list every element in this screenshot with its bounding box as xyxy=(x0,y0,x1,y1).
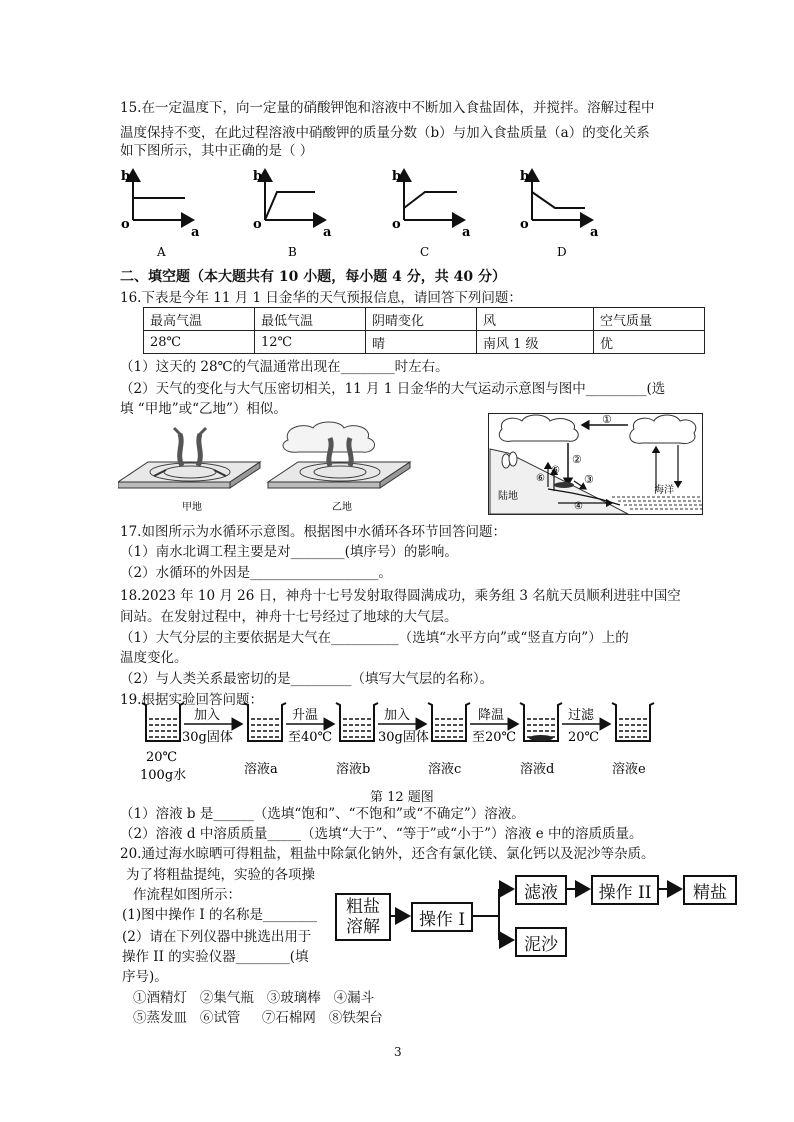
q20-options-row-2: ⑤蒸发皿 ⑥试管 ⑦石棉网 ⑧铁架台 xyxy=(133,1010,383,1026)
weather-value-cell: 南风 1 级 xyxy=(476,331,593,354)
weather-header-cell: 阴晴变化 xyxy=(365,308,476,331)
q20-sub-1: (1)图中操作 I 的名称是________ xyxy=(122,907,318,923)
solution-c-label: 溶液c xyxy=(428,762,462,777)
flow-box-filtrate: 滤液 xyxy=(515,875,567,905)
step-2-bottom: 至40℃ xyxy=(288,730,333,745)
q16-intro: 16.下表是今年 11 月 1 日金华的天气预报信息，请回答下列问题： xyxy=(120,290,522,306)
q20-line-1: 20.通过海水晾晒可得粗盐，粗盐中除氯化钠外，还含有氯化镁、氯化钙以及泥沙等杂质。 xyxy=(120,846,655,862)
q20-sub-2c: 序号)。 xyxy=(122,969,168,985)
wc-label-5: ⑤ xyxy=(551,465,560,476)
weather-header-row xyxy=(144,308,705,331)
weather-value-row xyxy=(144,331,705,354)
graph-b-b-label: b xyxy=(253,169,263,184)
graph-b-o-label: o xyxy=(253,217,262,232)
weather-value-cell: 28℃ xyxy=(144,331,255,354)
weather-header-cell: 风 xyxy=(476,308,593,331)
graph-c xyxy=(392,169,471,259)
q20-line-2: 为了将粗盐提纯，实验的各项操 xyxy=(126,867,315,883)
q20-line-3: 作流程如图所示： xyxy=(133,887,241,903)
weather-header-cell: 空气质量 xyxy=(593,308,704,331)
wc-label-3: ③ xyxy=(584,473,594,486)
q20-sub-2a: (2）请在下列仪器中挑选出用于 xyxy=(122,929,312,945)
yi-label: 乙地 xyxy=(332,502,352,513)
q17-sub-1: （1）南水北调工程主要是对________(填序号）的影响。 xyxy=(120,544,458,560)
wc-label-2: ② xyxy=(572,453,582,466)
solution-b-label: 溶液b xyxy=(336,762,371,777)
graph-c-o-label: o xyxy=(392,217,401,232)
graph-a xyxy=(121,169,200,259)
weather-value-cell: 优 xyxy=(593,331,704,354)
q16-sub-1: （1）这天的 28℃的气温通常出现在________时左右。 xyxy=(120,359,449,375)
graph-d-o-label: o xyxy=(520,217,529,232)
graph-d-curve xyxy=(532,192,585,208)
wc-label-6: ⑥ xyxy=(536,473,545,484)
q17-intro: 17.如图所示为水循环示意图。根据图中水循环各环节回答问题： xyxy=(120,524,506,540)
wc-land-label: 陆地 xyxy=(498,491,518,502)
graph-a-option-label: A xyxy=(157,245,166,259)
beaker-e xyxy=(612,703,654,741)
step-5-bottom: 20℃ xyxy=(568,730,600,745)
q19-sub-2: （2）溶液 d 中溶质质量_____（选填“大于”、“等于”或“小于”）溶液 e 中的溶质质量。 xyxy=(120,826,643,842)
solution-a-label: 溶液a xyxy=(244,762,278,777)
step-5-top: 过滤 xyxy=(568,708,595,723)
weather-header-cell: 最高气温 xyxy=(144,308,255,331)
step-3-bottom: 30g固体 xyxy=(378,730,429,745)
flow-crude-line-1: 粗盐 xyxy=(346,897,380,917)
beaker-c xyxy=(428,703,470,741)
q19-intro: 19.根据实验回答问题： xyxy=(120,692,263,708)
water-cycle-diagram xyxy=(488,413,703,515)
graph-c-curve xyxy=(404,192,457,208)
q20-sub-2b: 操作 II 的实验仪器________(填 xyxy=(122,949,309,965)
graph-c-a-label: a xyxy=(462,225,471,240)
graph-b-a-label: a xyxy=(323,225,332,240)
flow-box-operation-2: 操作 II xyxy=(591,875,659,905)
graph-d-option-label: D xyxy=(557,245,567,259)
q18-line-1: 18.2023 年 10 月 26 日，神舟十七号发射取得圆满成功，乘务组 3 名航天员顺利进驻中国空 xyxy=(120,588,681,604)
beaker-a xyxy=(244,703,286,741)
step-2-top: 升温 xyxy=(292,708,319,723)
q16-sub-2a: （2）天气的变化与大气压密切相关，11 月 1 日金华的大气运动示意图与图中_________(选 xyxy=(120,381,666,397)
beaker-b xyxy=(336,703,378,741)
q16-sub-2b: 填 “甲地”或“乙地”）相似。 xyxy=(120,401,287,417)
step-1-bottom: 30g固体 xyxy=(182,730,233,745)
start-water: 100g水 xyxy=(140,768,187,783)
step-1-top: 加入 xyxy=(194,708,221,723)
jia-diagram xyxy=(118,428,260,513)
page-number: 3 xyxy=(394,1045,402,1059)
q15-line-2: 温度保持不变，在此过程溶液中硝酸钾的质量分数（b）与加入食盐质量（a）的变化关系 xyxy=(120,125,650,141)
flow-box-sand: 泥沙 xyxy=(515,927,567,957)
q18-sub-1a: （1）大气分层的主要依据是大气在__________（选填“水平方向”或“竖直方向”）上的 xyxy=(120,630,629,646)
q19-experiment-diagram xyxy=(138,701,663,783)
q15-graphs xyxy=(115,162,615,262)
q17-sub-2: （2）水循环的外因是___________________。 xyxy=(120,565,392,581)
beaker-start xyxy=(142,703,184,741)
q15-line-1: 15.在一定温度下，向一定量的硝酸钾饱和溶液中不断加入食盐固体，并搅拌。溶解过程中 xyxy=(120,100,655,116)
step-4-bottom: 至20℃ xyxy=(472,730,517,745)
graph-a-a-label: a xyxy=(191,225,200,240)
flow-crude-line-2: 溶解 xyxy=(346,917,380,937)
weather-table xyxy=(143,307,705,354)
q19-sub-1: （1）溶液 b 是______（选填“饱和”、“不饱和”或“不确定”）溶液。 xyxy=(120,806,525,822)
graph-a-o-label: o xyxy=(121,217,130,232)
q19-figure-caption: 第 12 题图 xyxy=(370,790,434,805)
q15-line-3: 如下图所示，其中正确的是（ ） xyxy=(120,143,314,159)
weather-value-cell: 12℃ xyxy=(254,331,365,354)
solution-e-label: 溶液e xyxy=(612,762,646,777)
q18-sub-2: （2）与人类关系最密切的是_________（填写大气层的名称）。 xyxy=(120,671,494,687)
start-temp: 20℃ xyxy=(146,750,178,765)
flow-box-fine-salt: 精盐 xyxy=(683,875,737,905)
q18-line-2: 间站。在发射过程中，神舟十七号经过了地球的大气层。 xyxy=(120,609,458,625)
step-4-top: 降温 xyxy=(478,708,505,723)
graph-b xyxy=(253,169,332,259)
weather-header-cell: 最低气温 xyxy=(254,308,365,331)
beaker-d-precipitate xyxy=(529,735,553,741)
wc-ocean-label: 海洋 xyxy=(654,485,674,496)
solution-d-label: 溶液d xyxy=(520,762,555,777)
graph-b-option-label: B xyxy=(288,245,297,259)
section-2-heading: 二、填空题（本大题共有 10 小题，每小题 4 分，共 40 分） xyxy=(120,269,506,285)
graph-a-b-label: b xyxy=(121,169,131,184)
graph-d xyxy=(520,169,599,259)
graph-b-curve xyxy=(265,192,315,220)
weather-value-cell: 晴 xyxy=(365,331,476,354)
q20-options-row-1: ①酒精灯 ②集气瓶 ③玻璃棒 ④漏斗 xyxy=(133,990,375,1006)
flow-box-operation-1: 操作 I xyxy=(411,902,473,932)
pressure-diagrams xyxy=(118,420,483,516)
step-3-top: 加入 xyxy=(384,708,411,723)
graph-c-b-label: b xyxy=(392,169,402,184)
graph-c-option-label: C xyxy=(420,245,430,259)
yi-diagram xyxy=(268,422,410,513)
wc-label-1: ① xyxy=(602,413,612,426)
q18-sub-1b: 温度变化。 xyxy=(120,650,188,666)
graph-d-a-label: a xyxy=(590,225,599,240)
graph-d-b-label: b xyxy=(520,169,530,184)
wc-label-4: ④ xyxy=(574,501,583,512)
flow-box-crude-salt xyxy=(335,893,391,941)
jia-label: 甲地 xyxy=(182,502,202,513)
